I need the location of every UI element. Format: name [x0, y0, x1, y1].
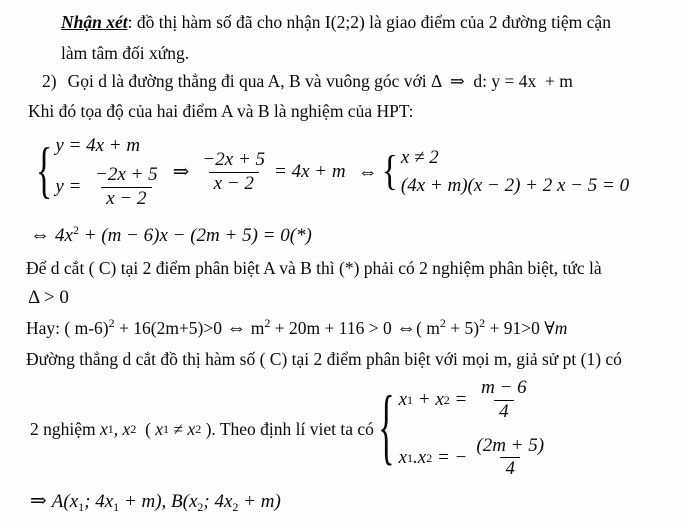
fraction-numerator: m − 6: [481, 377, 527, 399]
implies-arrow: ⇒: [30, 490, 52, 512]
text-segment: (: [136, 418, 156, 439]
superscript: 2: [479, 316, 486, 330]
paragraph-line-2: [61, 42, 189, 65]
math-segment: 4x: [55, 225, 73, 246]
system-2: [401, 146, 629, 198]
fraction-denominator: 4: [500, 457, 520, 480]
item-number: 2): [42, 71, 57, 91]
remark-heading: Nhận xét: [61, 12, 128, 32]
math-var: x: [417, 446, 427, 468]
left-brace: {: [381, 148, 398, 195]
math-segment: ( m: [416, 318, 440, 338]
remark-text-cont: làm tâm đối xứng.: [61, 43, 190, 63]
text-segment: ≠: [169, 418, 188, 439]
superscript: 2: [439, 316, 446, 330]
math-op: =: [449, 388, 473, 410]
fraction-numerator: (2m + 5): [476, 435, 545, 456]
left-brace: {: [378, 381, 395, 474]
fraction-numerator: −2x + 5: [202, 149, 266, 171]
paragraph-line-1: [61, 11, 611, 34]
math-var: x: [398, 388, 408, 410]
superscript: 2: [108, 316, 115, 330]
viet-row-2: x 1 . x 2 = − $\frac{(2m + 5)}{4}$: [399, 435, 553, 481]
row-2-lhs: y =: [55, 176, 87, 197]
system-1-row-1: y = 4x + m: [55, 134, 141, 156]
math-segment: Hay: ( m-6): [26, 318, 109, 338]
paragraph-line-3: [42, 70, 573, 93]
condition-text: Để d cắt ( C) tại 2 điểm phân biệt A và B thì (*) phải có 2 nghiệm phân biệt, tức là: [26, 258, 602, 278]
viet-system: [399, 377, 553, 481]
forall-m: ∀m: [544, 318, 568, 338]
fraction-denominator: x − 2: [209, 172, 259, 195]
hpt-intro-text: Khi đó tọa độ của hai điểm A và B là nghiệm của HPT:: [28, 101, 414, 121]
math-op: +: [413, 388, 436, 410]
iff-arrow: ⇔: [226, 317, 247, 339]
math-segment: + 20m + 116 > 0: [270, 318, 397, 338]
viet-block: 2 nghiệm x 1 , x 2 ( x 1 ≠ x 2 ). Theo định lí viet ta có { x 1 + x 2 = $\frac{m - 6}{4}$ x 1 . x 2 = − $\frac{(2m + 5)}{4}$: [30, 377, 553, 481]
remark-text: : đồ thị hàm số đã cho nhận I(2;2) là giao điểm của 2 đường tiệm cận: [127, 12, 611, 32]
iff-arrow: ⇔: [396, 317, 417, 339]
fraction-denominator: 4: [494, 400, 514, 423]
delta-condition: Δ > 0: [28, 287, 69, 308]
superscript: 2: [264, 316, 271, 330]
subscript: 1: [113, 500, 120, 514]
fraction-numerator: −2x + 5: [95, 164, 158, 186]
paragraph-line-4: [28, 100, 414, 123]
system-1: [55, 134, 166, 211]
viet-row-1: x 1 + x 2 = $\frac{m - 6}{4}$: [399, 377, 536, 423]
equation-mid: = 4x + m: [274, 160, 346, 182]
math-segment: ; 4x: [84, 491, 114, 512]
math-var: x: [155, 418, 164, 439]
condition-text-line: [26, 257, 602, 280]
math-op: = −: [432, 446, 468, 468]
intersection-text-line: [26, 348, 622, 371]
math-segment: m: [246, 318, 265, 338]
intersection-text: Đường thẳng d cắt đồ thị hàm số ( C) tại 2 điểm phân biệt với mọi m, giả sử pt (1) có: [26, 349, 622, 369]
iff-arrow: ⇔: [30, 224, 50, 246]
item-text: Gọi d là đường thẳng đi qua A, B và vuông góc với Δ ⇒ d: y = 4x + m: [67, 71, 573, 91]
math-segment: ; 4x: [203, 491, 233, 512]
left-brace: {: [36, 136, 53, 206]
math-segment: + 5): [445, 318, 480, 338]
text-segment: ). Theo định lí viet ta có: [201, 418, 379, 439]
system-2-row-2: (4x + m)(x − 2) + 2 x − 5 = 0: [400, 174, 630, 196]
conclusion-line: [30, 488, 281, 515]
delta-line: [28, 286, 69, 311]
implies-arrow: ⇒: [172, 161, 190, 183]
hay-line: [26, 315, 567, 341]
text-segment: 2 nghiệm: [30, 418, 100, 439]
math-var: x: [435, 388, 444, 410]
math-var: x: [122, 418, 131, 439]
quadratic-equation-line: [30, 222, 312, 249]
system-2-row-1: x ≠ 2: [400, 146, 439, 168]
math-segment: + (m − 6)x − (2m + 5) = 0(*): [78, 225, 312, 246]
fraction-denominator: x − 2: [101, 187, 151, 210]
math-segment: + m), B(x: [119, 491, 198, 512]
math-var: x: [187, 418, 196, 439]
fraction: [476, 377, 532, 423]
superscript: 2: [72, 223, 79, 237]
fraction: [90, 164, 163, 210]
math-segment: + 91>0: [485, 318, 545, 338]
subscript: 2: [232, 500, 239, 514]
fraction: [197, 149, 270, 195]
system-1-row-2: [55, 164, 166, 210]
math-segment: A(x: [51, 491, 79, 512]
math-op: .: [413, 446, 418, 468]
math-segment: + m): [238, 491, 281, 512]
math-segment: + 16(2m+5)>0: [114, 318, 227, 338]
subscript: 2: [197, 500, 204, 514]
equation-system-block: [36, 132, 629, 212]
text-segment: ,: [113, 418, 123, 439]
math-var: x: [398, 446, 408, 468]
iff-arrow: ⇔: [357, 161, 378, 183]
subscript: 1: [78, 500, 85, 514]
fraction: [471, 435, 549, 481]
math-var: x: [100, 418, 108, 439]
